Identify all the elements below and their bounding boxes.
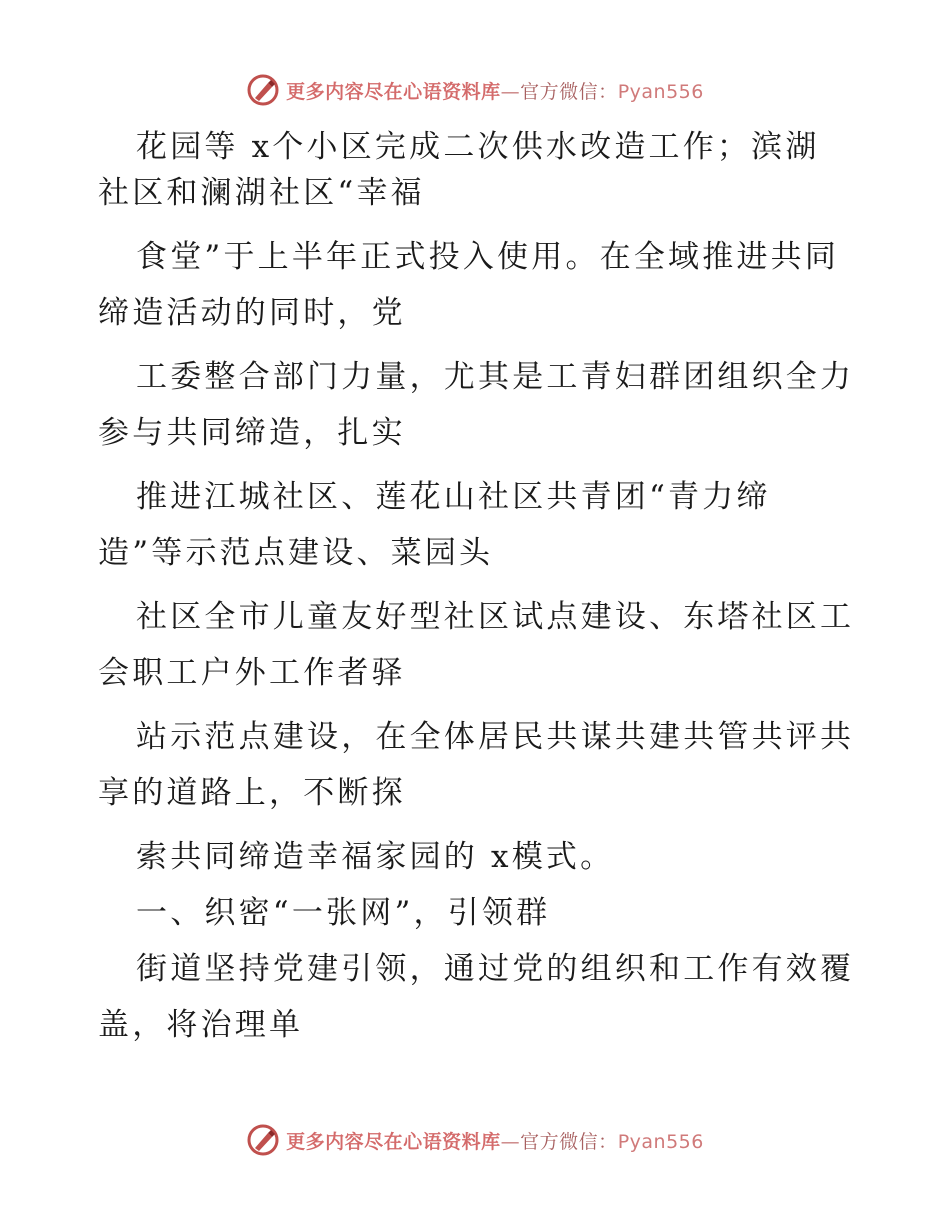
text-line: 索共同缔造幸福家园的 x模式。: [136, 839, 615, 875]
pen-logo-icon: [246, 73, 280, 107]
watermark-separator: —: [500, 1130, 521, 1153]
watermark-text: [286, 77, 704, 104]
watermark-main: 更多内容尽在心语资料库: [286, 1130, 501, 1153]
text-line: 会职工户外工作者驿: [98, 655, 406, 691]
document-body: [0, 118, 950, 1042]
text-line: 花园等 x个小区完成二次供水改造工作；滨湖: [136, 129, 820, 165]
text-line: 参与共同缔造，扎实: [98, 415, 406, 451]
text-line: 享的道路上，不断探: [98, 775, 406, 811]
text-line: 工委整合部门力量，尤其是工青妇群团组织全力: [136, 359, 855, 395]
watermark-official: 官方微信：: [520, 1130, 618, 1153]
section-heading: 一、织密“一张网”，引领群: [136, 895, 551, 931]
text-line: 推进江城社区、莲花山社区共青团“青力缔: [136, 479, 771, 515]
text-line: 造”等示范点建设、菜园头: [98, 535, 494, 571]
text-line: 食堂”于上半年正式投入使用。在全域推进共同: [136, 239, 840, 275]
watermark-header: [0, 70, 950, 110]
watermark-id: Pyan556: [617, 1130, 704, 1153]
watermark-official: 官方微信：: [520, 80, 618, 103]
text-line: 社区和澜湖社区“幸福: [98, 175, 425, 211]
text-line: 社区全市儿童友好型社区试点建设、东塔社区工: [136, 599, 855, 635]
text-line: 站示范点建设，在全体居民共谋共建共管共评共: [136, 719, 855, 755]
watermark-id: Pyan556: [617, 80, 704, 103]
watermark-text: [286, 1127, 704, 1154]
text-line: 街道坚持党建引领，通过党的组织和工作有效覆: [136, 951, 855, 987]
watermark-main: 更多内容尽在心语资料库: [286, 80, 501, 103]
pen-logo-icon: [246, 1123, 280, 1157]
watermark-footer: [0, 1120, 950, 1160]
text-line: 缔造活动的同时，党: [98, 295, 406, 331]
text-line: 盖，将治理单: [98, 1007, 304, 1043]
watermark-separator: —: [500, 80, 521, 103]
